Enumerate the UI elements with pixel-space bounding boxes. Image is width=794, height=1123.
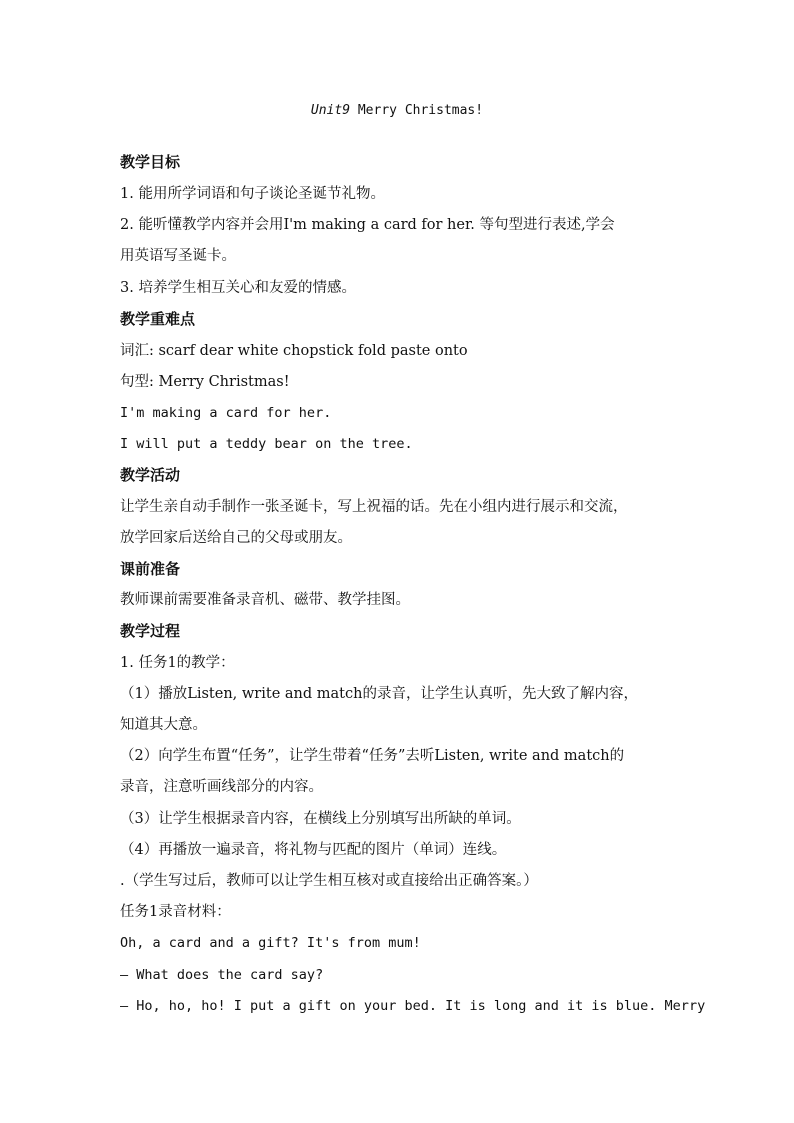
goal-2-line-1: 2. 能听懂教学内容并会用I'm making a card for her. 等句型进行表述,学会 [120, 217, 615, 233]
sentence-pattern-line: 句型: Merry Christmas! [120, 374, 290, 390]
task-1-title: 1. 任务1的教学： [120, 655, 235, 671]
goal-2-line-2: 用英语写圣诞卡。 [120, 248, 236, 264]
activity-line-1: 让学生亲自动手制作一张圣诞卡，写上祝福的话。先在小组内进行展示和交流， [120, 499, 628, 515]
material-line-2: — What does the card say? [120, 967, 324, 983]
process-heading: 教学过程 [120, 622, 181, 640]
step-1-line-2: 知道其大意。 [120, 717, 207, 733]
keypoints-heading: 教学重难点 [120, 310, 196, 328]
activity-heading: 教学活动 [120, 466, 181, 484]
goal-1: 1. 能用所学词语和句子谈论圣诞节礼物。 [120, 186, 385, 202]
title-text: Merry Christmas! [350, 103, 484, 118]
sentence-2: I'm making a card for her. [120, 405, 332, 421]
material-line-3: — Ho, ho, ho! I put a gift on your bed. It is long and it is blue. Merry [120, 998, 706, 1014]
material-line-1: Oh, a card and a gift? It's from mum! [120, 935, 421, 951]
step-4: （4）再播放一遍录音，将礼物与匹配的图片（单词）连线。 [120, 842, 507, 858]
title-unit: Unit9 [310, 103, 351, 118]
step-3: （3）让学生根据录音内容，在横线上分别填写出所缺的单词。 [120, 811, 521, 827]
material-label: 任务1录音材料： [120, 904, 231, 920]
goal-3: 3. 培养学生相互关心和友爱的情感。 [120, 280, 356, 296]
step-2-line-2: 录音，注意听画线部分的内容。 [120, 779, 323, 795]
note-line: .（学生写过后，教师可以让学生相互核对或直接给出正确答案。） [120, 873, 538, 889]
step-2-line-1: （2）向学生布置“任务”，让学生带着“任务”去听Listen, write and match的 [120, 748, 625, 764]
prep-heading: 课前准备 [120, 560, 181, 578]
vocab-line: 词汇: scarf dear white chopstick fold paste onto [120, 343, 468, 359]
prep-line: 教师课前需要准备录音机、磁带、教学挂图。 [120, 592, 410, 608]
goals-heading: 教学目标 [120, 153, 181, 171]
sentence-3: I will put a teddy bear on the tree. [120, 436, 413, 452]
page-title [0, 103, 794, 118]
step-1-line-1: （1）播放Listen, write and match的录音，让学生认真听，先大致了解内容， [120, 686, 638, 702]
activity-line-2: 放学回家后送给自己的父母或朋友。 [120, 530, 352, 546]
